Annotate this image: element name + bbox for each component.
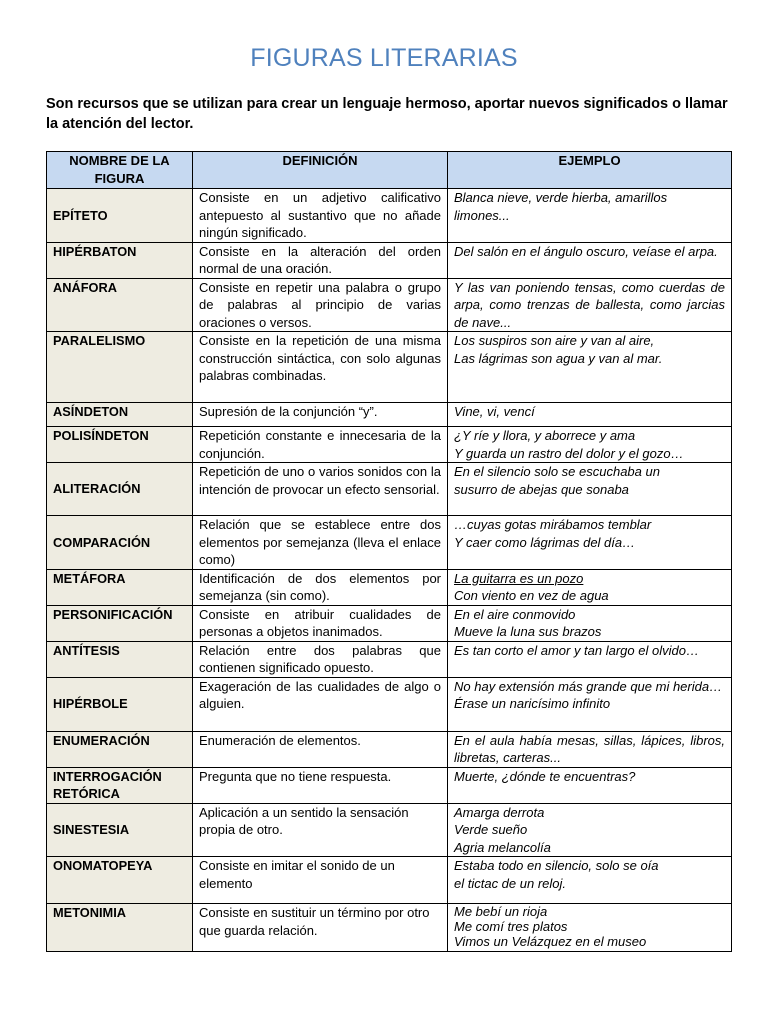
table-row [47,641,732,677]
figure-definition: Consiste en atribuir cualidades de personas a objetos inanimados. [193,605,448,641]
table-header-row [47,152,732,189]
example-line: Las lágrimas son agua y van al mar. [454,350,663,366]
figure-name: INTERROGACIÓN RETÓRICA [47,767,193,803]
figure-example [448,641,732,677]
table-row [47,278,732,332]
figure-definition: Consiste en sustituir un término por otro que guarda relación. [193,904,448,952]
example-line: Y guarda un rastro del dolor y el gozo… [454,445,684,461]
figure-definition: Consiste en repetir una palabra o grupo de palabras al principio de varias oraciones o versos. [193,278,448,332]
table-row [47,904,732,952]
figure-example [448,803,732,857]
table-row [47,463,732,516]
intro-paragraph: Son recursos que se utilizan para crear un lenguaje hermoso, aportar nuevos significados o llamar la atención del lector. [46,96,728,132]
table-row [47,516,732,570]
example-line: el tictac de un reloj. [454,875,567,891]
figure-example [448,904,732,952]
example-line: Y caer como lágrimas del día… [454,534,636,550]
figure-name: ALITERACIÓN [47,463,193,516]
table-row [47,332,732,403]
figure-example [448,605,732,641]
figure-name: ONOMATOPEYA [47,857,193,904]
figure-definition: Identificación de dos elementos por semejanza (sin como). [193,569,448,605]
example-line: Vine, vi, vencí [454,404,535,419]
figure-definition: Consiste en la alteración del orden normal de una oración. [193,242,448,278]
example-line: Vimos un Velázquez en el museo [454,934,647,949]
figure-example [448,242,732,278]
example-line: En el silencio solo se escuchaba un [454,464,660,479]
figure-example [448,767,732,803]
example-line: Agria melancolía [454,839,551,855]
table-row [47,427,732,463]
example-line: Blanca nieve, verde hierba, amarillos limones... [454,190,668,223]
figure-definition: Repetición constante e innecesaria de la conjunción. [193,427,448,463]
figure-name: HIPÉRBOLE [47,677,193,731]
example-line: Los suspiros son aire y van al aire, [454,333,655,348]
example-line: Es tan corto el amor y tan largo el olvido… [454,642,699,658]
example-line: susurro de abejas que sonaba [454,481,629,497]
figure-name: ANTÍTESIS [47,641,193,677]
example-line: No hay extensión más grande que mi herida… [454,678,723,694]
table-row [47,677,732,731]
figure-name: COMPARACIÓN [47,516,193,570]
table-row [47,605,732,641]
figure-name: EPÍTETO [47,189,193,243]
figure-definition: Consiste en imitar el sonido de un elemento [193,857,448,904]
figure-name: HIPÉRBATON [47,242,193,278]
figure-example [448,731,732,767]
example-line: Verde sueño [454,822,528,837]
example-line: Y las van poniendo tensas, como cuerdas de arpa, como trenzas de ballesta, como jarcias de nave... [454,279,725,330]
example-line: …cuyas gotas mirábamos temblar [454,517,652,532]
example-line: Del salón en el ángulo oscuro, veíase el arpa. [454,243,718,259]
figure-example [448,189,732,243]
header-name: NOMBRE DE LA FIGURA [47,152,193,189]
figure-example [448,403,732,427]
table-row [47,767,732,803]
header-definition: DEFINICIÓN [193,152,448,189]
table-row [47,803,732,857]
figure-definition: Relación entre dos palabras que contienen significado opuesto. [193,641,448,677]
figure-name: METÁFORA [47,569,193,605]
example-line: ¿Y ríe y llora, y aborrece y ama [454,428,636,443]
table-row [47,189,732,243]
header-example: EJEMPLO [448,152,732,189]
figure-example [448,463,732,516]
example-line: Con viento en vez de agua [454,588,609,603]
table-row [47,569,732,605]
figure-definition: Consiste en la repetición de una misma construcción sintáctica, con solo algunas palabras combinadas. [193,332,448,403]
example-line: Muerte, ¿dónde te encuentras? [454,768,636,784]
figure-example [448,677,732,731]
figure-example [448,332,732,403]
table-row [47,403,732,427]
example-line: Mueve la luna sus brazos [454,624,602,639]
figure-example [448,857,732,904]
example-line: En el aire conmovido [454,606,576,622]
figure-definition: Supresión de la conjunción “y”. [193,403,448,427]
example-line: Amarga derrota [454,804,545,820]
page-title: FIGURAS LITERARIAS [250,44,518,72]
figure-name: ANÁFORA [47,278,193,332]
figure-name: POLISÍNDETON [47,427,193,463]
example-line: Érase un naricísimo infinito [454,696,611,711]
figure-example [448,569,732,605]
figure-name: PARALELISMO [47,332,193,403]
table-row [47,731,732,767]
figure-definition: Relación que se establece entre dos elementos por semejanza (lleva el enlace como) [193,516,448,570]
figure-example [448,516,732,570]
figure-example [448,427,732,463]
figure-name: ENUMERACIÓN [47,731,193,767]
figure-definition: Consiste en un adjetivo calificativo antepuesto al sustantivo que no añade ningún significado. [193,189,448,243]
figure-definition: Exageración de las cualidades de algo o alguien. [193,677,448,731]
figures-table [46,151,732,952]
example-line: Me bebí un rioja [454,904,548,919]
example-line: Estaba todo en silencio, solo se oía [454,858,659,873]
figure-definition: Enumeración de elementos. [193,731,448,767]
figure-definition: Aplicación a un sentido la sensación propia de otro. [193,803,448,857]
table-row [47,857,732,904]
figure-name: METONIMIA [47,904,193,952]
figure-example [448,278,732,332]
figure-name: SINESTESIA [47,803,193,857]
example-line: La guitarra es un pozo [454,570,584,586]
figure-definition: Repetición de uno o varios sonidos con la intención de provocar un efecto sensorial. [193,463,448,516]
figure-definition: Pregunta que no tiene respuesta. [193,767,448,803]
figure-name: ASÍNDETON [47,403,193,427]
figure-name: PERSONIFICACIÓN [47,605,193,641]
example-line: Me comí tres platos [454,919,568,934]
table-row [47,242,732,278]
example-line: En el aula había mesas, sillas, lápices, libros, libretas, carteras... [454,732,725,765]
